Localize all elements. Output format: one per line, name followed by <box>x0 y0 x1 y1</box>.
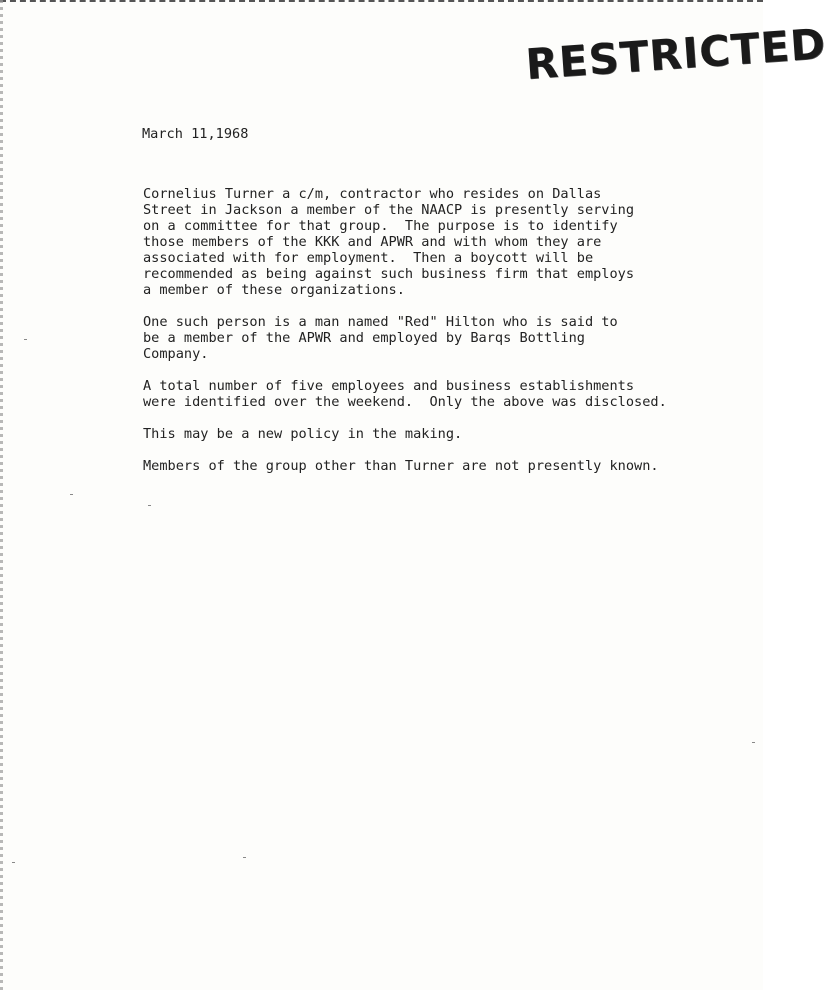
scan-speck <box>148 505 151 506</box>
paragraph-3 <box>143 378 743 410</box>
restricted-stamp-label: RESTRICTED <box>524 19 828 89</box>
page-left-edge <box>0 0 3 990</box>
text-line: be a member of the APWR and employed by Barqs Bottling <box>143 330 585 346</box>
text-line: a member of these organizations. <box>143 282 405 298</box>
text-line: recommended as being against such business firm that employs <box>143 266 635 282</box>
page-top-edge <box>0 0 763 6</box>
paragraph-1 <box>143 186 743 298</box>
memo-body <box>143 186 743 490</box>
paragraph-5 <box>143 458 743 474</box>
text-line: One such person is a man named "Red" Hilton who is said to <box>143 314 618 330</box>
text-line: on a committee for that group. The purpose is to identify <box>143 218 618 234</box>
memo-date: March 11,1968 <box>142 126 249 142</box>
paragraph-2 <box>143 314 743 362</box>
scan-speck <box>243 857 246 858</box>
text-line: Company. <box>143 346 209 362</box>
text-line: This may be a new policy in the making. <box>143 426 463 442</box>
restricted-stamp <box>524 19 828 96</box>
text-line: were identified over the weekend. Only the above was disclosed. <box>143 394 667 410</box>
text-line: A total number of five employees and business establishments <box>143 378 635 394</box>
text-line: Members of the group other than Turner are not presently known. <box>143 458 659 474</box>
text-line: associated with for employment. Then a boycott will be <box>143 250 594 266</box>
scan-speck <box>70 494 73 495</box>
scan-speck <box>24 339 27 340</box>
text-line: those members of the KKK and APWR and with whom they are <box>143 234 602 250</box>
scan-speck <box>12 862 15 863</box>
text-line: Street in Jackson a member of the NAACP is presently serving <box>143 202 635 218</box>
scan-speck <box>752 742 755 743</box>
text-line: Cornelius Turner a c/m, contractor who resides on Dallas <box>143 186 602 202</box>
paragraph-4 <box>143 426 743 442</box>
